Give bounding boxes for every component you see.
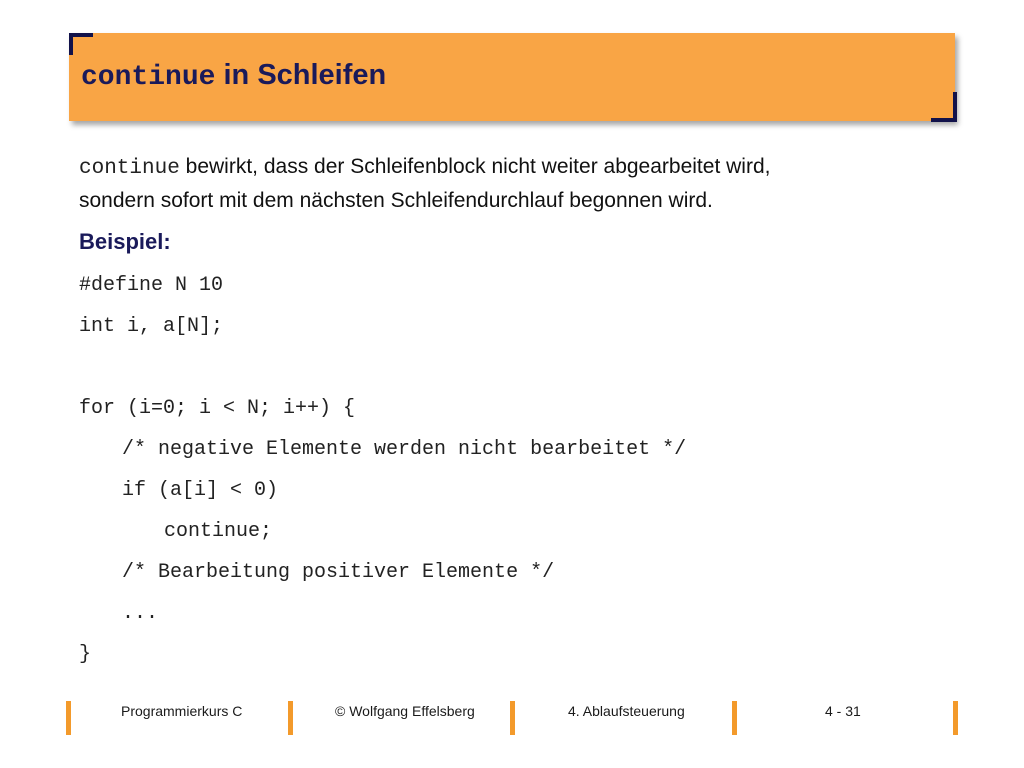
footer-divider — [66, 701, 71, 735]
intro-keyword: continue — [79, 157, 180, 180]
footer-divider — [288, 701, 293, 735]
footer-chapter: 4. Ablaufsteuerung — [568, 703, 685, 719]
code-line-for-header: for (i=0; i < N; i++) { — [79, 397, 356, 420]
slide-title-text: in Schleifen — [223, 59, 387, 91]
example-heading: Beispiel: — [79, 229, 171, 254]
code-line-comment-negative: /* negative Elemente werden nicht bearbeitet */ — [122, 438, 687, 461]
slide-title — [81, 59, 386, 93]
footer-divider — [510, 701, 515, 735]
slide-title-bar — [69, 33, 955, 121]
footer-divider — [953, 701, 958, 735]
slide-title-keyword: continue — [81, 62, 216, 93]
intro-paragraph — [79, 151, 959, 217]
code-line-continue: continue; — [164, 520, 273, 543]
intro-line-1 — [79, 151, 959, 185]
code-line-declaration: int i, a[N]; — [79, 315, 224, 338]
code-line-ellipsis: ... — [122, 602, 159, 625]
footer-divider — [732, 701, 737, 735]
title-corner-top-left-vertical — [69, 33, 73, 55]
code-line-closing-brace: } — [79, 643, 92, 666]
code-line-define: #define N 10 — [79, 274, 224, 297]
footer-course: Programmierkurs C — [121, 703, 243, 719]
code-line-if: if (a[i] < 0) — [122, 479, 279, 502]
title-corner-bottom-right-vertical — [953, 92, 957, 122]
intro-line-1-text: bewirkt, dass der Schleifenblock nicht weiter abgearbeitet wird, — [179, 155, 771, 178]
intro-line-2: sondern sofort mit dem nächsten Schleifendurchlauf begonnen wird. — [79, 189, 713, 212]
footer-page-number: 4 - 31 — [825, 703, 861, 719]
code-line-comment-positive: /* Bearbeitung positiver Elemente */ — [122, 561, 555, 584]
footer-author: © Wolfgang Effelsberg — [335, 703, 475, 719]
